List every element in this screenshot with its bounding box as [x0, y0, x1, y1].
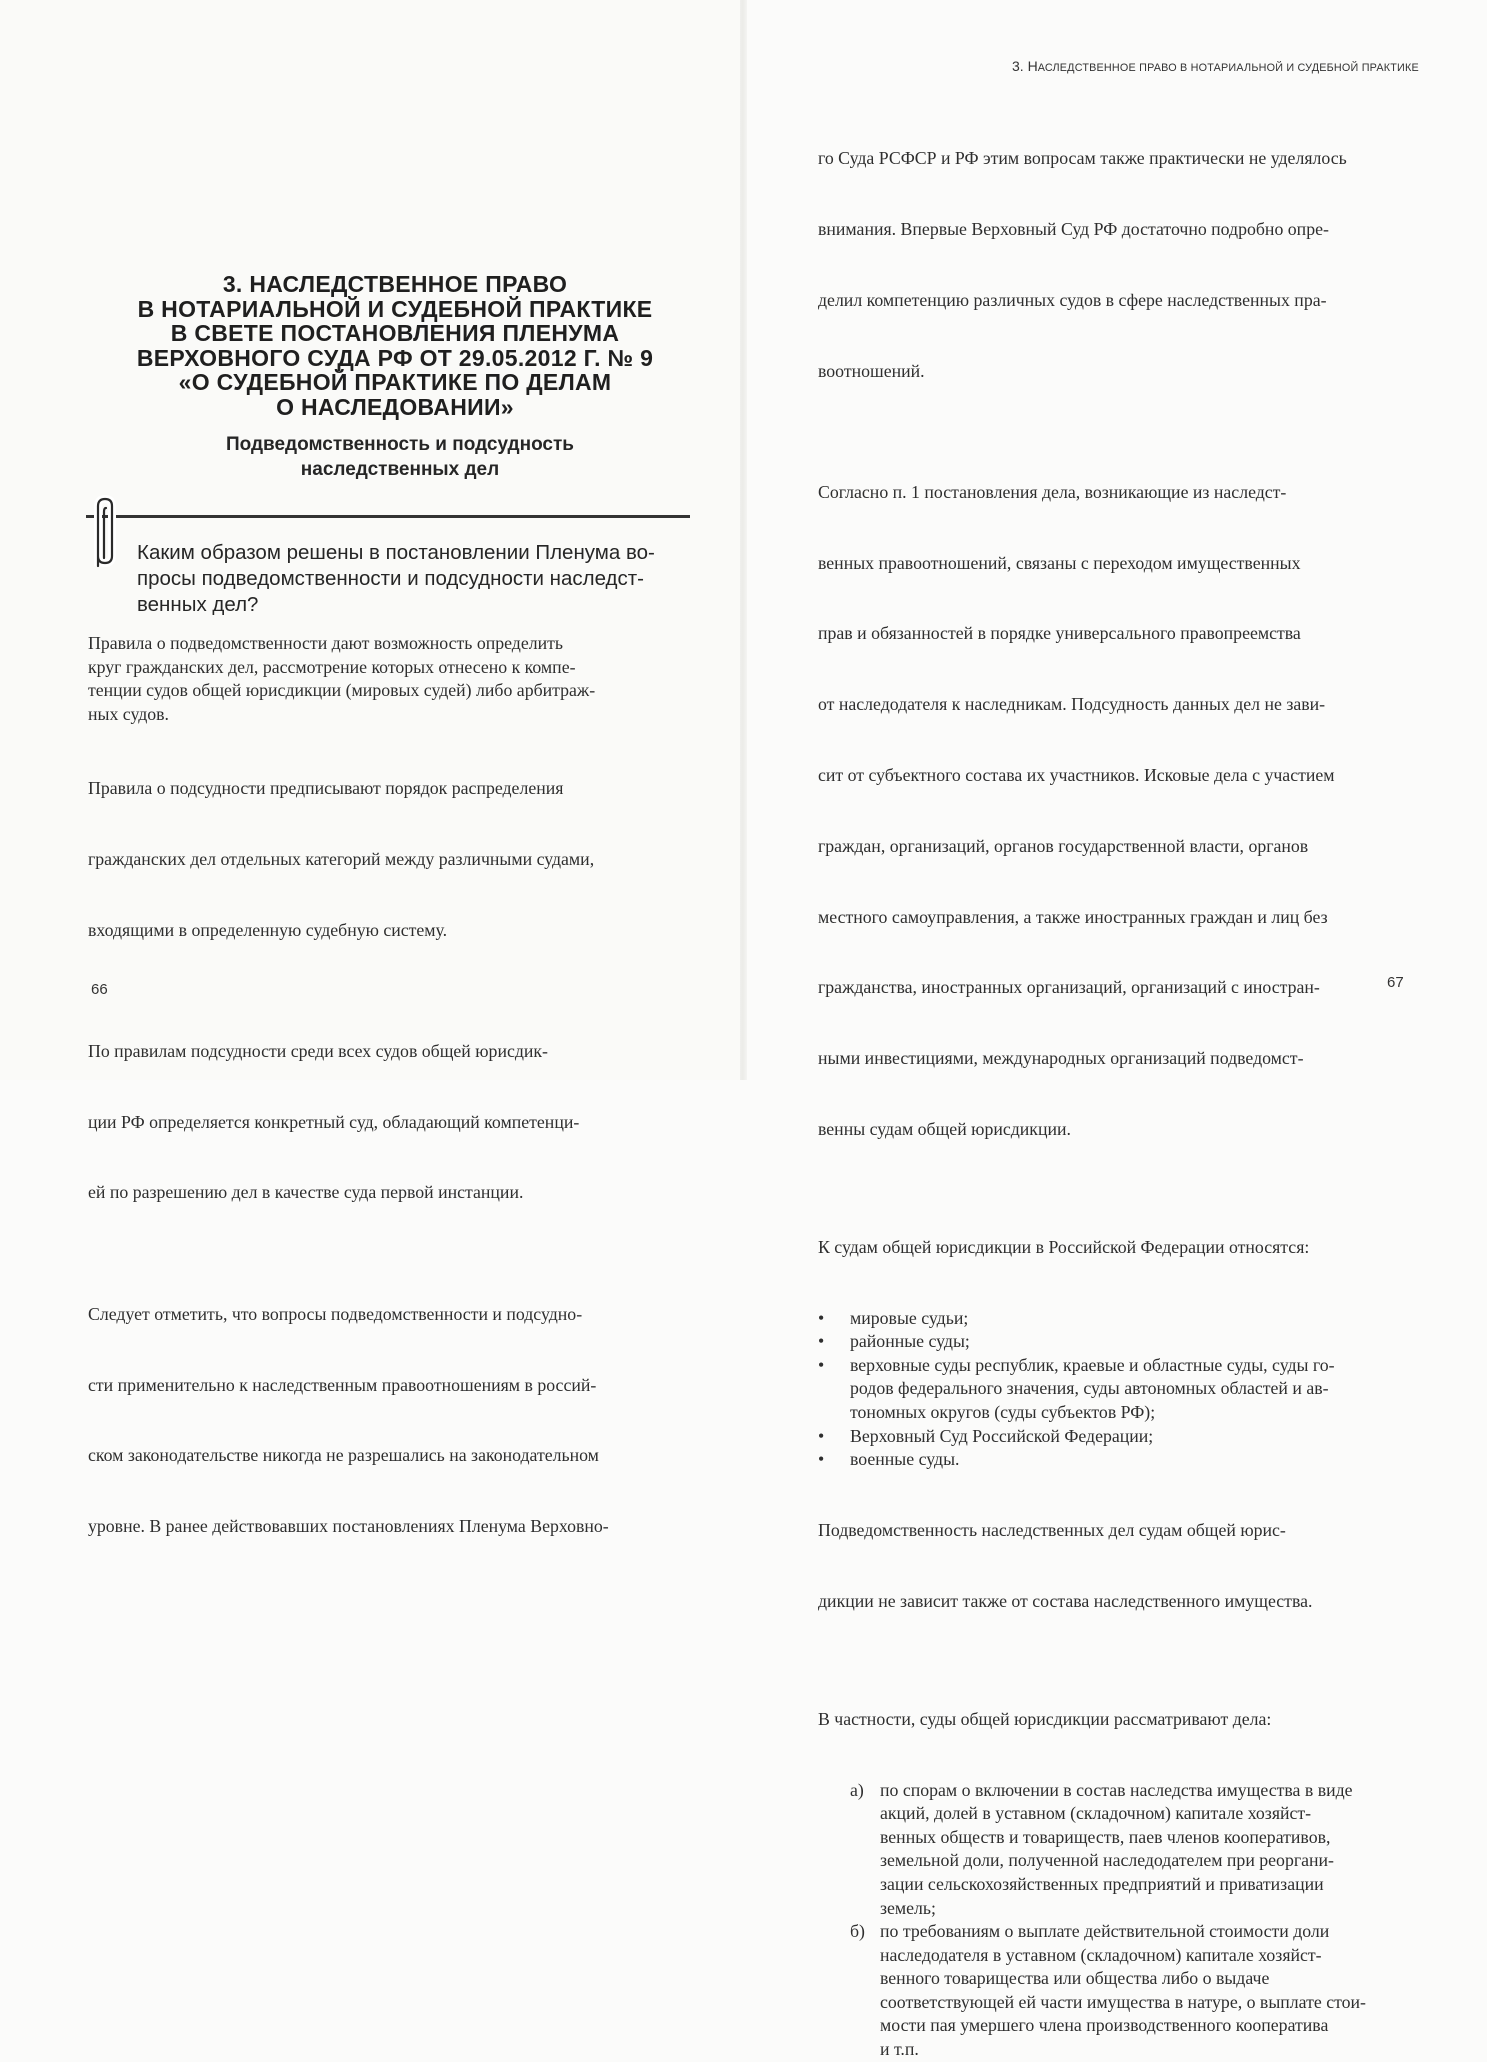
paragraph [88, 1256, 688, 1586]
list-item-text: по требованиям о выплате действительной стоимости доли [880, 1921, 1330, 1942]
bullet-marker: • [818, 1331, 825, 1352]
subtitle-line: Подведомственность и подсудность [225, 434, 574, 455]
text-line: прав и обязанностей в порядке универсального правопреемства [818, 623, 1301, 644]
chapter-title-line: ВЕРХОВНОГО СУДА РФ ОТ 29.05.2012 Г. № 9 [136, 344, 654, 371]
list-item-text: венного товарищества или общества либо о выдаче [880, 1968, 1270, 1989]
text-line: ей по разрешению дел в качестве суда первой инстанции. [88, 1182, 524, 1203]
text-line: Следует отметить, что вопросы подведомственности и подсудно- [88, 1303, 583, 1324]
text-line: местного самоуправления, а также иностранных граждан и лиц без [818, 906, 1328, 927]
list-item-text: наследодателя в уставном (складочном) капитале хозяйст- [880, 1944, 1322, 1965]
list-marker: б) [850, 1921, 865, 1942]
chapter-title-line: В СВЕТЕ ПОСТАНОВЛЕНИЯ ПЛЕНУМА [170, 320, 620, 346]
paragraph [818, 1472, 1400, 1661]
text-line: дикции не зависит также от состава наследственного имущества. [818, 1590, 1313, 1611]
running-head [1012, 58, 1419, 74]
text-line: венных правоотношений, связаны с переходом имущественных [818, 552, 1301, 573]
list-item [818, 1425, 1400, 1449]
paragraph [88, 993, 688, 1253]
question-line: просы подведомственности и подсудности наследст- [137, 567, 644, 590]
text-line: от наследодателя к наследникам. Подсудность данных дел не зави- [818, 694, 1326, 715]
list-item [818, 1307, 1400, 1331]
list-item-text: и т.п. [880, 2039, 919, 2060]
text-line: К судам общей юрисдикции в Российской Федерации относятся: [818, 1236, 1310, 1257]
list-item-text: родов федерального значения, суды автономных областей и ав- [850, 1378, 1329, 1399]
paragraph [818, 1189, 1400, 1307]
page-number: 67 [1387, 974, 1404, 991]
list-item-text: соответствующей ей части имущества в натуре, о выплате стои- [880, 1991, 1366, 2012]
text-line: ции РФ определяется конкретный суд, обладающий компетенци- [88, 1111, 580, 1132]
page-number: 66 [91, 981, 108, 998]
subtitle-line: наследственных дел [300, 459, 500, 480]
right-body-text [818, 100, 1400, 2062]
paperclip-icon [84, 496, 124, 570]
section-subtitle [120, 432, 680, 482]
list-item-text: зации сельскохозяйственных предприятий и приватизации [880, 1873, 1324, 1894]
running-head-number: 3. Н [1012, 58, 1038, 74]
text-line: Подведомственность наследственных дел судам общей юрис- [818, 1520, 1286, 1541]
text-line: По правилам подсудности среди всех судов общей юрисдик- [88, 1040, 548, 1061]
text-line: внимания. Впервые Верховный Суд РФ достаточно подробно опре- [818, 218, 1329, 239]
bullet-marker: • [818, 1307, 825, 1328]
list-item-text: земель; [880, 1897, 936, 1918]
list-item-text: мировые судьи; [850, 1307, 969, 1328]
list-item-text: военные суды. [850, 1449, 960, 1470]
bullet-marker: • [818, 1425, 825, 1446]
question-text [137, 540, 697, 618]
text-line: тенции судов общей юрисдикции (мировых судей) либо арбитраж- [88, 680, 596, 701]
bullet-marker: • [818, 1449, 825, 1470]
text-line: сти применительно к наследственным правоотношениям в россий- [88, 1374, 597, 1395]
text-line: венны судам общей юрисдикции. [818, 1118, 1071, 1139]
list-item-text: мости пая умершего члена производственного кооператива [880, 2015, 1329, 2036]
list-item-text: Верховный Суд Российской Федерации; [850, 1425, 1154, 1446]
running-head-text: АСЛЕДСТВЕННОЕ ПРАВО В НОТАРИАЛЬНОЙ И СУДЕБНОЙ ПРАКТИКЕ [1037, 62, 1419, 74]
list-item-text: районные суды; [850, 1331, 970, 1352]
text-line: сит от субъектного состава их участников. Исковые дела с участием [818, 765, 1335, 786]
question-line: Каким образом решены в постановлении Пленума во- [137, 541, 655, 564]
list-item [818, 1354, 1400, 1425]
text-line: го Суда РСФСР и РФ этим вопросам также практически не уделялось [818, 148, 1347, 169]
list-item-text: по спорам о включении в состав наследства имущества в виде [880, 1779, 1353, 1800]
list-item [818, 1920, 1400, 2062]
question-line: венных дел? [137, 593, 259, 616]
chapter-title-line: В НОТАРИАЛЬНОЙ И СУДЕБНОЙ ПРАКТИКЕ [137, 295, 653, 322]
text-line: гражданства, иностранных организаций, организаций с иностран- [818, 977, 1320, 998]
case-type-list [818, 1779, 1400, 2062]
text-line: ных судов. [88, 703, 170, 724]
text-line: Правила о подсудности предписывают порядок распределения [88, 777, 564, 798]
text-line: делил компетенцию различных судов в сфере наследственных пра- [818, 289, 1327, 310]
text-line: входящими в определенную судебную систему. [88, 919, 448, 940]
list-item-text: земельной доли, полученной наследодателем при реоргани- [880, 1850, 1334, 1871]
list-item [818, 1779, 1400, 1921]
text-line: ными инвестициями, международных организаций подведомст- [818, 1048, 1304, 1069]
paragraph [818, 1661, 1400, 1779]
list-marker: а) [850, 1779, 864, 1800]
paragraph [88, 730, 688, 990]
list-item-text: акций, долей в уставном (складочном) капитале хозяйст- [880, 1803, 1312, 1824]
paragraph [88, 632, 688, 726]
text-line: воотношений. [818, 360, 925, 381]
text-line: гражданских дел отдельных категорий между различными судами, [88, 848, 595, 869]
chapter-title-line: «О СУДЕБНОЙ ПРАКТИКЕ ПО ДЕЛАМ [178, 369, 612, 395]
chapter-title-line: О НАСЛЕДОВАНИИ» [276, 393, 514, 420]
question-rule [86, 515, 690, 518]
text-line: В частности, суды общей юрисдикции рассматривают дела: [818, 1708, 1272, 1729]
left-body-text [88, 632, 688, 1586]
text-line: ском законодательстве никогда не разрешались на законодательном [88, 1445, 599, 1466]
chapter-title [90, 272, 700, 419]
left-page [0, 0, 740, 1537]
chapter-title-line: 3. НАСЛЕДСТВЕННОЕ ПРАВО [222, 271, 568, 297]
text-line: Правила о подведомственности дают возможность определить [88, 633, 564, 653]
text-line: граждан, организаций, органов государственной власти, органов [818, 835, 1309, 856]
text-line: уровне. В ранее действовавших постановлениях Пленума Верховно- [88, 1516, 609, 1537]
paragraph [818, 434, 1400, 1189]
list-item-text: тономных округов (суды субъектов РФ); [850, 1402, 1156, 1423]
list-item [818, 1448, 1400, 1472]
bullet-marker: • [818, 1354, 825, 1375]
text-line: Согласно п. 1 постановления дела, возникающие из наследст- [818, 481, 1287, 502]
list-item-text: верховные суды республик, краевые и областные суды, суды го- [850, 1354, 1335, 1375]
list-item-text: венных обществ и товариществ, паев членов кооперативов, [880, 1826, 1331, 1847]
text-line: круг гражданских дел, рассмотрение которых отнесено к компе- [88, 656, 576, 677]
court-list [818, 1307, 1400, 1472]
paragraph [818, 100, 1400, 430]
list-item [818, 1330, 1400, 1354]
